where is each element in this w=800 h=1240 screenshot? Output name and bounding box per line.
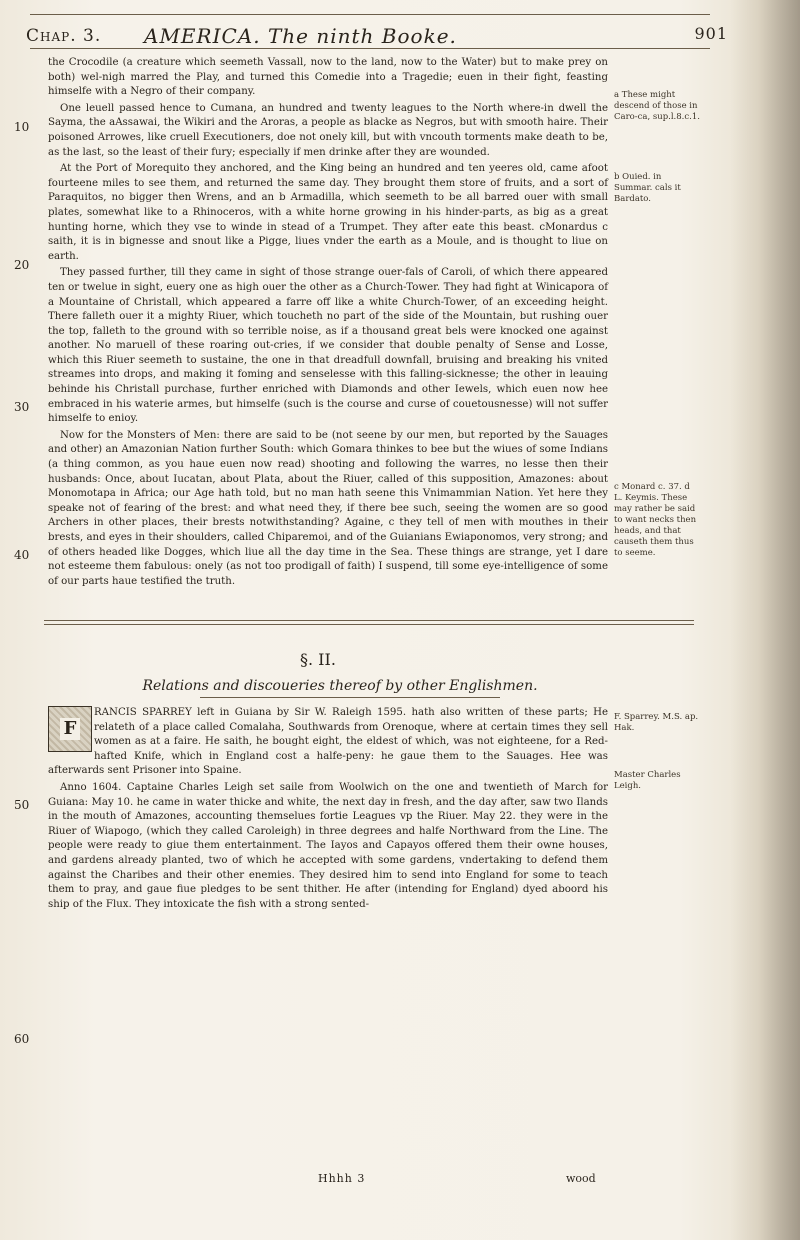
paragraph: Anno 1604. Captaine Charles Leigh set saile from Woolwich on the one and twentieth of March for Guiana: May 10. he came in water thicke and white, the next day in fresh, and the day after, saw two Ilands in the mouth of Amazones, accounting themselues fortie Leagues vp the Riuer. May 22. they were in the Riuer of Wiapogo, (which they called Caroleigh) in three degrees and halfe Northward from the Line. The people were ready to giue them entertainment. The Iayos and Capayos offered them their owne houses, and gardens already planted, two of which he accepted with some gardens, vndertaking to defend them against the Charibes and their other enemies. They desired him to send into England for some to teach them to pray, and gaue fiue pledges to be sent thither. He after (intending for England) dyed aboord his ship of the Flux. They intoxicate the fish with a strong sented- bbox=[48, 781, 608, 910]
line-number: 60 bbox=[14, 1032, 30, 1046]
margin-note: c Monard c. 37. d L. Keymis. These may rather be said to want necks then heads, and that causeth them thus to seeme. bbox=[614, 482, 697, 558]
running-title: AMERICA. The ninth Booke. bbox=[144, 24, 457, 48]
paragraph: They passed further, till they came in sight of those strange ouer-fals of Caroli, of which there appeared ten or twelue in sight, euery one as high ouer the other as a Church-Tower. They had fight at Winicapora of a Mountaine of Christall, which appeared a farre off like a white Church-Tower, of an exceeding height. There falleth ouer it a mighty Riuer, which toucheth no part of the side of the Mountain, but rushing ouer the top, falleth to the ground with so terrible noise, as if a thousand great bels were knocked one against another. No maruell of these roaring out-cries, if we consider that double penalty of Sense and Losse, which this Riuer seemeth to sustaine, the one in that dreadfull downfall, bruising and breaking his vnited streames into drops, and making it foming and senselesse with this falling-sicknesse; the other in leauing behinde his Christall purchase, further enriched with Diamonds and other Iewels, which euen now hee embraced in his waterie armes, but himselfe (such is the course and curse of couetousnesse) will not suffer himselfe to enioy. bbox=[48, 267, 608, 425]
top-rule bbox=[30, 14, 710, 15]
line-number: 50 bbox=[14, 798, 30, 812]
binding-shadow bbox=[730, 0, 800, 1240]
initial-letter: F bbox=[60, 718, 80, 740]
header-rule bbox=[30, 48, 710, 49]
line-number: 20 bbox=[14, 258, 30, 272]
chapter-label: Chap. 3. bbox=[26, 26, 102, 46]
margin-note: F. Sparrey. M.S. ap. Hak. bbox=[614, 712, 699, 733]
paragraph: RANCIS SPARREY left in Guiana by Sir W. Raleigh 1595. hath also written of these parts; He relateth of a place called Comalaha, Southwards from Orenoque, where at certain times they sell women as at a faire. He saith, he bought eight, the eldest of which, was not eighteene, for a Red-hafted Knife, which in England cost a halfe-peny: he gaue them to the Sauages. Hee was afterwards sent Prisoner into Spaine. bbox=[48, 707, 608, 777]
signature-mark: Hhhh 3 bbox=[318, 1172, 366, 1185]
main-text-bottom bbox=[48, 706, 608, 914]
margin-note: b Ouied. in Summar. cals it Bardato. bbox=[614, 172, 681, 204]
decorated-initial bbox=[48, 706, 92, 752]
paragraph: At the Port of Morequito they anchored, and the King being an hundred and ten yeeres old, came afoot fourteene miles to see them, and returned the same day. They brought them store of fruits, and a sort of Paraquitos, no bigger then Wrens, and an b Armadilla, which seemeth to be all barred ouer with small plates, somewhat like to a Rhinoceros, with a white horne growing in his hinder-parts, as big as a great hunting horne, which they vse to winde in stead of a Trumpet. They after eate this beast. cMonardus c saith, it is in bignesse and snout like a Pigge, liues vnder the earth as a Moule, and is thought to liue on earth. bbox=[48, 163, 608, 262]
section-underline bbox=[200, 697, 500, 698]
section-divider bbox=[44, 620, 694, 625]
margin-note: a These might descend of those in Caro-ca, sup.l.8.c.1. bbox=[614, 90, 700, 122]
paragraph: Now for the Monsters of Men: there are said to be (not seene by our men, but reported by the Sauages and other) an Amazonian Nation further South: which Gomara thinkes to bee but the wiues of some Indians (a thing common, as you haue euen now read) shooting and following the warres, no lesse then their husbands: Once, about Iucatan, about Plata, about the Riuer, called of this supposition, Amazones: about Monomotapa in Africa; our Age hath told, but no man hath seene this Vnimammian Nation. Yet here they speake not of fearing of the brest: and what need they, if there bee such, seeing the women are so good Archers in other places, their brests notwithstanding? Againe, c they tell of men with mouthes in their brests, and eyes in their shoulders, called Chiparemoi, and of the Guianians Ewiaponomos, very strong; and of others headed like Dogges, which liue all the day time in the Sea. These things are strange, yet I dare not esteeme them fabulous: onely (as not too prodigall of faith) I suspend, till some eye-intelligence of some of our parts haue testified the truth. bbox=[48, 429, 608, 587]
catchword: wood bbox=[566, 1172, 596, 1185]
line-number: 10 bbox=[14, 120, 30, 134]
line-number: 40 bbox=[14, 548, 30, 562]
running-header bbox=[26, 20, 746, 50]
section-title: Relations and discoueries thereof by other Englishmen. bbox=[142, 678, 538, 694]
paragraph: One leuell passed hence to Cumana, an hundred and twenty leagues to the North where-in dwell the Sayma, the aAssawai, the Wikiri and the Aroras, a people as blacke as Negros, but with smooth haire. Their poisoned Arrowes, like cruell Executioners, doe not onely kill, but with vncouth torments make death to be, as the last, so the least of their fury; especially if men drinke after they are wounded. bbox=[48, 102, 608, 158]
section-number: §. II. bbox=[300, 650, 336, 669]
paragraph: the Crocodile (a creature which seemeth Vassall, now to the land, now to the Water) but to make prey on both) wel-nigh marred the Play, and turned this Comedie into a Tragedie; euen in their fight, feasting himselfe with a Negro of their company. bbox=[48, 57, 608, 98]
page-number: 901 bbox=[694, 24, 728, 43]
margin-note: Master Charles Leigh. bbox=[614, 770, 681, 791]
main-text-top bbox=[48, 56, 608, 591]
line-number: 30 bbox=[14, 400, 30, 414]
